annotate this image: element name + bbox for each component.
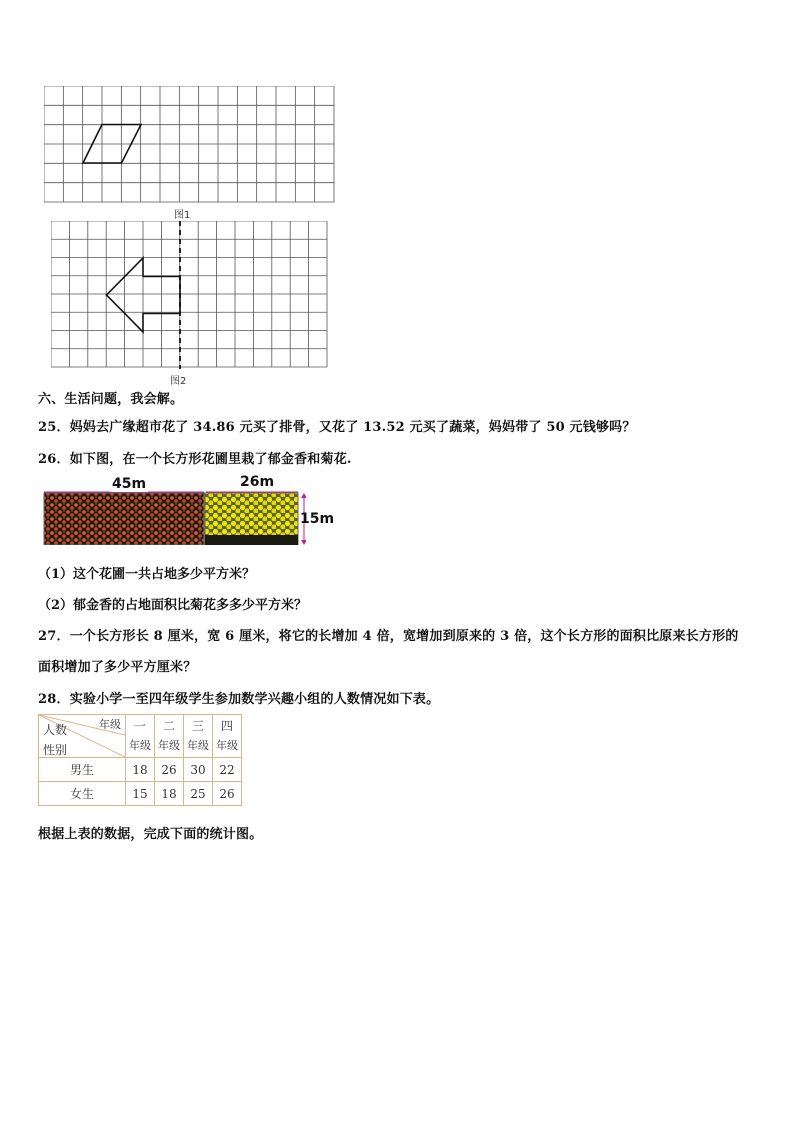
figure-2-grid xyxy=(51,221,329,373)
table-row-girls xyxy=(39,782,242,806)
chrysanthemum-width-label: 26m xyxy=(240,474,275,490)
height-label: 15m xyxy=(300,511,335,527)
corner-label-grade: 年级 xyxy=(99,718,121,731)
table-cell: 26 xyxy=(155,758,184,782)
question-26-sub-1: （1）这个花圃一共占地多少平方米？ xyxy=(38,567,256,582)
question-26-sub-2: （2）郁金香的占地面积比菊花多多少平方米？ xyxy=(38,598,308,613)
grade-3-header: 三 年级 xyxy=(184,715,213,758)
question-25: 25．妈妈去广缘超市花了 34.86 元买了排骨，又花了 13.52 元买了蔬菜，妈妈带了 50 元钱够吗？ xyxy=(38,420,636,435)
figure-1-grid xyxy=(44,86,336,208)
question-26: 26．如下图，在一个长方形花圃里栽了郁金香和菊花. xyxy=(38,452,352,467)
table-cell: 15 xyxy=(126,782,155,806)
figure-2-caption: 图2 xyxy=(170,376,187,387)
grade-4-header: 四 年级 xyxy=(213,715,242,758)
table-header-row xyxy=(39,715,242,758)
table-cell: 18 xyxy=(126,758,155,782)
corner-label-gender: 性别 xyxy=(43,743,68,757)
figure-1-caption: 图1 xyxy=(174,210,191,221)
table-cell: 25 xyxy=(184,782,213,806)
figure-1-svg xyxy=(44,86,336,204)
tulip-width-label: 45m xyxy=(112,476,147,492)
question-28: 28．实验小学一至四年级学生参加数学兴趣小组的人数情况如下表。 xyxy=(38,692,440,707)
grade-1-header: 一 年级 xyxy=(126,715,155,758)
table-cell: 18 xyxy=(155,782,184,806)
garden-figure xyxy=(42,489,306,545)
row-label: 男生 xyxy=(39,758,126,782)
question-27-line-1: 27．一个长方形长 8 厘米，宽 6 厘米，将它的长增加 4 倍，宽增加到原来的 3 倍，这个长方形的面积比原来长方形的 xyxy=(38,629,739,644)
garden-svg xyxy=(42,489,306,545)
table-cell: 22 xyxy=(213,758,242,782)
question-27-line-2: 面积增加了多少平方厘米？ xyxy=(38,660,197,675)
grade-2-header: 二 年级 xyxy=(155,715,184,758)
table-row-boys xyxy=(39,758,242,782)
figure-2-svg xyxy=(51,221,329,369)
question-28-instruction: 根据上表的数据，完成下面的统计图。 xyxy=(38,827,263,842)
tulip-bed xyxy=(44,493,204,545)
corner-label-count: 人数 xyxy=(43,723,68,737)
interest-group-table xyxy=(38,714,242,806)
table-cell: 30 xyxy=(184,758,213,782)
table-corner-cell xyxy=(39,715,126,758)
section-title: 六、生活问题，我会解。 xyxy=(38,392,184,407)
table-cell: 26 xyxy=(213,782,242,806)
row-label: 女生 xyxy=(39,782,126,806)
